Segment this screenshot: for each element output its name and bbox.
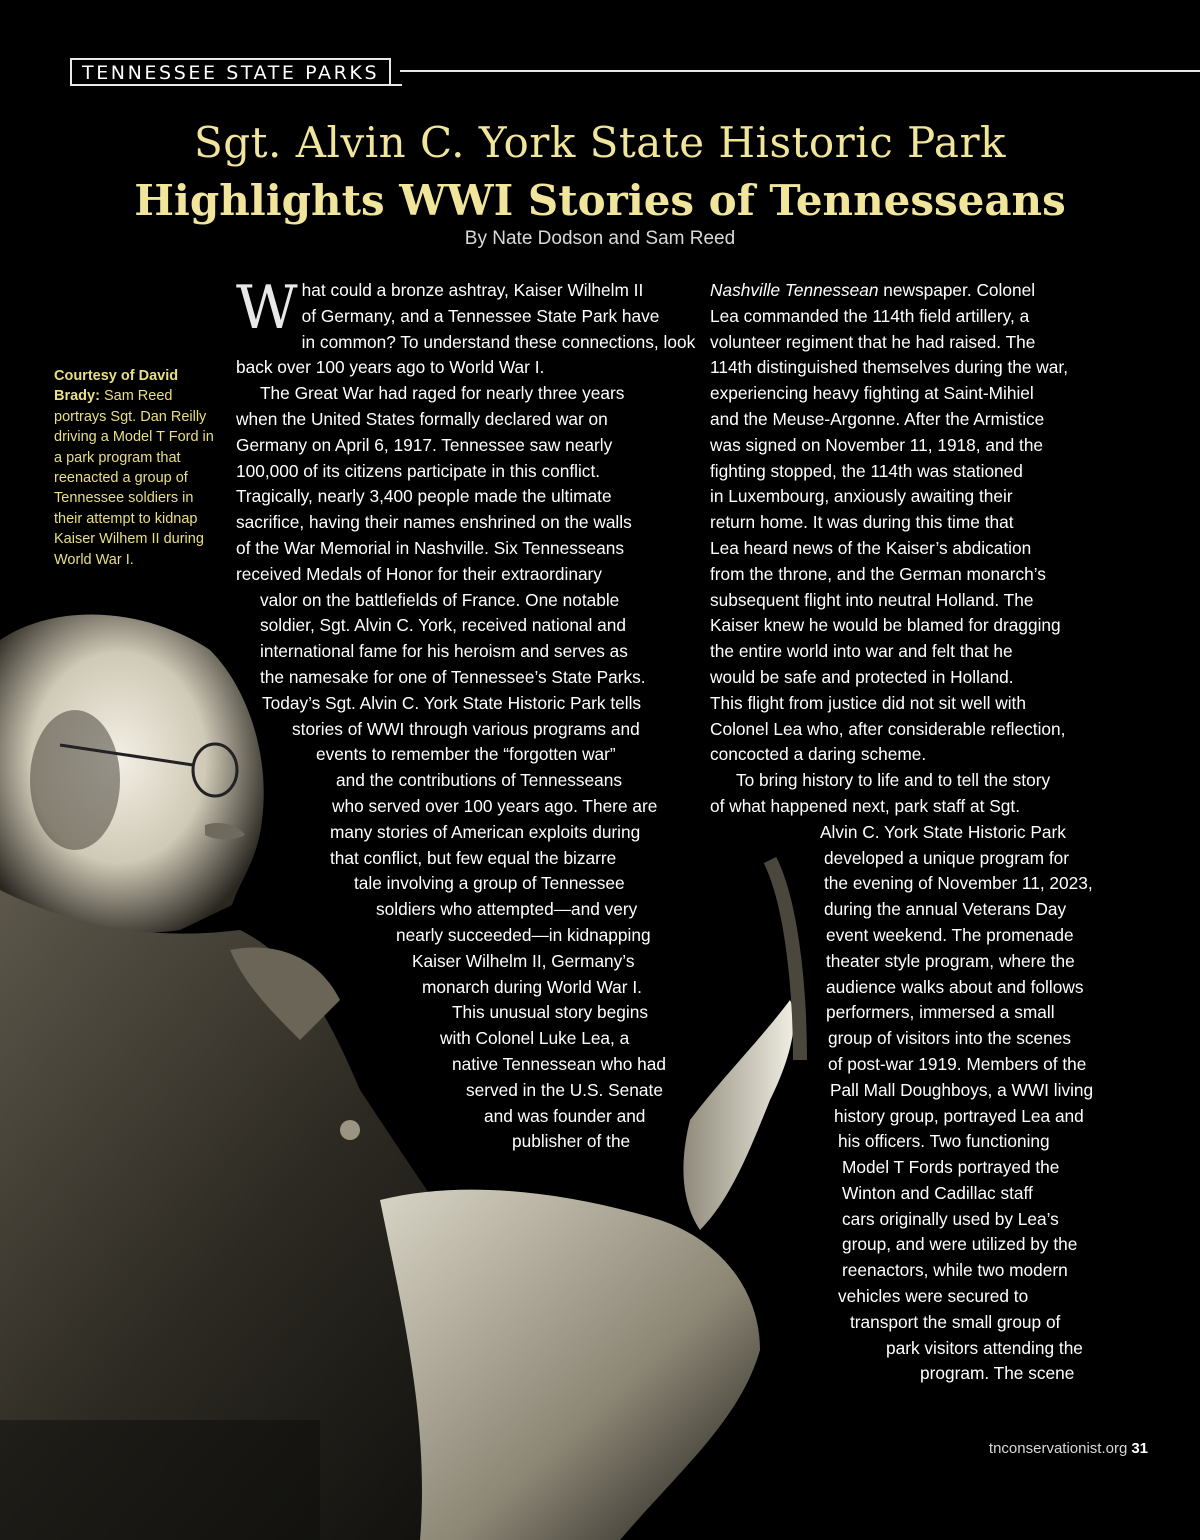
article-line: international fame for his heroism and serves as — [260, 641, 628, 662]
newspaper-title: Nashville Tennessean — [710, 280, 879, 300]
article-line: and the Meuse-Argonne. After the Armistice — [710, 408, 1045, 429]
article-line: that conflict, but few equal the bizarre — [330, 847, 617, 868]
article-line: Tragically, nearly 3,400 people made the ultimate — [236, 486, 612, 507]
article-line: soldiers who attempted—and very — [376, 899, 638, 920]
drop-cap: W — [236, 273, 298, 343]
article-line: return home. It was during this time that — [710, 512, 1014, 533]
article-line: concocted a daring scheme. — [710, 744, 927, 765]
article-line: Pall Mall Doughboys, a WWI living — [830, 1079, 1094, 1100]
header-label-underline — [70, 84, 402, 86]
article-line: back over 100 years ago to World War I. — [236, 357, 545, 378]
article-line: Today’s Sgt. Alvin C. York State Historic Park tells — [262, 692, 642, 713]
caption-credit: Courtesy of David Brady: — [54, 368, 179, 405]
article-line: many stories of American exploits during — [330, 821, 641, 842]
article-line: fighting stopped, the 114th was stationed — [710, 460, 1023, 481]
article-line: and was founder and — [484, 1105, 646, 1126]
article-line: 100,000 of its citizens participate in this conflict. — [236, 460, 601, 481]
article-line: history group, portrayed Lea and — [834, 1105, 1084, 1126]
article-line: developed a unique program for — [824, 847, 1069, 868]
headline-line-1: Sgt. Alvin C. York State Historic Park — [193, 118, 1007, 167]
article-line: would be safe and protected in Holland. — [710, 666, 1014, 687]
article-line: reenactors, while two modern — [842, 1260, 1068, 1281]
article-line: was signed on November 11, 1918, and the — [710, 434, 1044, 455]
article-line: the namesake for one of Tennessee’s State Parks. — [260, 666, 646, 687]
article-line: The Great War had raged for nearly three years — [260, 383, 625, 404]
page-number: 31 — [1131, 1440, 1148, 1457]
page-footer — [989, 1440, 1148, 1457]
article-line: To bring history to life and to tell the story — [736, 770, 1051, 791]
article-line: Model T Fords portrayed the — [842, 1157, 1060, 1178]
article-line: monarch during World War I. — [422, 976, 642, 997]
article-line: of what happened next, park staff at Sgt. — [710, 795, 1020, 816]
article-line: of the War Memorial in Nashville. Six Tennesseans — [236, 537, 625, 558]
article-line: group, and were utilized by the — [842, 1234, 1078, 1255]
article-line: from the throne, and the German monarch’s — [710, 563, 1046, 584]
article-line: and the contributions of Tennesseans — [336, 770, 622, 791]
photo-caption — [54, 366, 214, 570]
article-line: hat could a bronze ashtray, Kaiser Wilhelm II — [301, 280, 644, 300]
article-line: tale involving a group of Tennessee — [354, 873, 625, 894]
section-label: TENNESSEE STATE PARKS — [70, 58, 391, 86]
article-line: Lea commanded the 114th field artillery, a — [710, 305, 1030, 326]
article-line: his officers. Two functioning — [838, 1131, 1050, 1152]
article-line: event weekend. The promenade — [826, 924, 1074, 945]
article-line: in common? To understand these connections, look — [301, 331, 696, 352]
article-line: when the United States formally declared war on — [236, 408, 608, 429]
article-column-1 — [236, 273, 696, 1155]
article-line: park visitors attending the — [886, 1337, 1083, 1358]
article-line: transport the small group of — [850, 1311, 1061, 1332]
article-line: Kaiser Wilhelm II, Germany’s — [412, 950, 635, 971]
article-line: stories of WWI through various programs and — [292, 718, 640, 739]
article-line: served in the U.S. Senate — [466, 1079, 663, 1100]
article-line: with Colonel Luke Lea, a — [440, 1028, 630, 1049]
article-line: events to remember the “forgotten war” — [316, 744, 616, 765]
article-line: vehicles were secured to — [838, 1286, 1029, 1307]
byline: By Nate Dodson and Sam Reed — [464, 228, 736, 249]
article-line: performers, immersed a small — [826, 1002, 1055, 1023]
article-line: volunteer regiment that he had raised. The — [710, 331, 1036, 352]
article-line: This flight from justice did not sit well with — [710, 692, 1026, 713]
article-line: nearly succeeded—in kidnapping — [396, 924, 651, 945]
article-line: of Germany, and a Tennessee State Park have — [301, 305, 660, 326]
footer-site: tnconservationist.org — [988, 1440, 1128, 1457]
article-line: publisher of the — [512, 1131, 631, 1152]
article-line-rest: newspaper. Colonel — [878, 280, 1036, 300]
article-line: the entire world into war and felt that he — [710, 641, 1013, 662]
article-line — [710, 278, 1130, 304]
article-line: Germany on April 6, 1917. Tennessee saw nearly — [236, 434, 613, 455]
article-line: experiencing heavy fighting at Saint-Mihiel — [710, 383, 1034, 404]
caption-text: Sam Reed portrays Sgt. Dan Reilly driving a Model T Ford in a park program that reenacted a group of Tennessee soldiers in their attempt to kidnap Kaiser Wilhem II during World War I. — [54, 388, 214, 568]
article-line: valor on the battlefields of France. One notable — [260, 589, 620, 610]
article-line: native Tennessean who had — [452, 1053, 666, 1074]
article-line: cars originally used by Lea’s — [842, 1208, 1059, 1229]
article-line: subsequent flight into neutral Holland. The — [710, 589, 1034, 610]
article-line: 114th distinguished themselves during the war, — [710, 357, 1069, 378]
headline-line-2: Highlights WWI Stories of Tennesseans — [134, 176, 1066, 225]
article-line: group of visitors into the scenes — [828, 1028, 1072, 1049]
article-line: Winton and Cadillac staff — [842, 1182, 1033, 1203]
article-line: theater style program, where the — [826, 950, 1075, 971]
article-line: Lea heard news of the Kaiser’s abdication — [710, 537, 1032, 558]
article-line: who served over 100 years ago. There are — [332, 795, 658, 816]
article-line: Alvin C. York State Historic Park — [820, 821, 1066, 842]
article-line: of post-war 1919. Members of the — [828, 1053, 1087, 1074]
article-line: sacrifice, having their names enshrined on the walls — [236, 512, 632, 533]
header-rule — [400, 70, 1200, 72]
article-line: during the annual Veterans Day — [824, 899, 1067, 920]
article-line: the evening of November 11, 2023, — [824, 873, 1093, 894]
article-line: Colonel Lea who, after considerable reflection, — [710, 718, 1066, 739]
article-column-2 — [710, 278, 1130, 1387]
article-line: received Medals of Honor for their extraordinary — [236, 563, 602, 584]
article-line: This unusual story begins — [452, 1002, 648, 1023]
article-line: audience walks about and follows — [826, 976, 1084, 997]
article-line: program. The scene — [920, 1363, 1075, 1384]
article-line: Kaiser knew he would be blamed for dragging — [710, 615, 1061, 636]
article-line: in Luxembourg, anxiously awaiting their — [710, 486, 1013, 507]
article-line: soldier, Sgt. Alvin C. York, received national and — [260, 615, 627, 636]
